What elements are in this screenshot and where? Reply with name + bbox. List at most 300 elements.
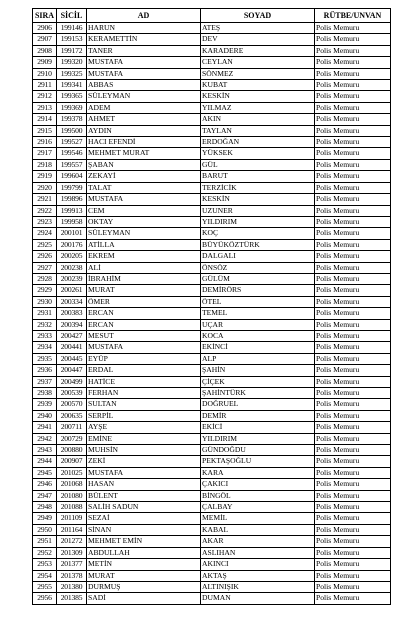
cell-ad: BÜLENT (87, 490, 201, 501)
table-row (33, 125, 391, 136)
cell-sicil: 200729 (57, 433, 87, 444)
table-row (33, 365, 391, 376)
cell-soyad: MEMİL (201, 513, 315, 524)
cell-soyad: TERZİCİK (201, 182, 315, 193)
cell-sira: 2943 (33, 445, 57, 456)
cell-ad: DURMUŞ (87, 581, 201, 592)
table-row (33, 422, 391, 433)
table-row (33, 239, 391, 250)
table-row (33, 524, 391, 535)
cell-rutbe: Polis Memuru (315, 171, 391, 182)
cell-sicil: 200880 (57, 445, 87, 456)
table-row (33, 490, 391, 501)
cell-sira: 2926 (33, 251, 57, 262)
cell-soyad: ASLIHAN (201, 547, 315, 558)
table-row (33, 445, 391, 456)
cell-rutbe: Polis Memuru (315, 216, 391, 227)
table-row (33, 91, 391, 102)
cell-rutbe: Polis Memuru (315, 137, 391, 148)
cell-soyad: ERDOĞAN (201, 137, 315, 148)
table-row (33, 456, 391, 467)
cell-sicil: 199146 (57, 23, 87, 34)
cell-rutbe: Polis Memuru (315, 285, 391, 296)
cell-soyad: AKIN (201, 114, 315, 125)
cell-soyad: ÖTEL (201, 296, 315, 307)
header-row (33, 9, 391, 23)
table-row (33, 57, 391, 68)
cell-sira: 2920 (33, 182, 57, 193)
cell-sicil: 200539 (57, 388, 87, 399)
cell-sicil: 201068 (57, 479, 87, 490)
cell-rutbe: Polis Memuru (315, 68, 391, 79)
header-soyad: SOYAD (201, 9, 315, 23)
cell-sira: 2919 (33, 171, 57, 182)
table-row (33, 137, 391, 148)
cell-soyad: UÇAR (201, 319, 315, 330)
cell-ad: SALİH SADUN (87, 502, 201, 513)
cell-ad: ŞABAN (87, 159, 201, 170)
cell-sira: 2906 (33, 23, 57, 34)
cell-rutbe: Polis Memuru (315, 433, 391, 444)
table-row (33, 376, 391, 387)
cell-rutbe: Polis Memuru (315, 467, 391, 478)
cell-soyad: TEMEL (201, 308, 315, 319)
cell-rutbe: Polis Memuru (315, 57, 391, 68)
cell-rutbe: Polis Memuru (315, 114, 391, 125)
cell-sira: 2953 (33, 559, 57, 570)
cell-ad: CEM (87, 205, 201, 216)
cell-ad: MUSTAFA (87, 194, 201, 205)
cell-ad: EMİNE (87, 433, 201, 444)
cell-ad: ERCAN (87, 308, 201, 319)
cell-rutbe: Polis Memuru (315, 524, 391, 535)
cell-ad: HACI EFENDİ (87, 137, 201, 148)
cell-sicil: 200635 (57, 410, 87, 421)
cell-rutbe: Polis Memuru (315, 125, 391, 136)
cell-sicil: 200427 (57, 330, 87, 341)
cell-soyad: KESKİN (201, 194, 315, 205)
cell-sira: 2929 (33, 285, 57, 296)
cell-sira: 2956 (33, 593, 57, 604)
table-row (33, 570, 391, 581)
cell-ad: MEHMET EMİN (87, 536, 201, 547)
cell-sira: 2908 (33, 45, 57, 56)
cell-rutbe: Polis Memuru (315, 513, 391, 524)
cell-rutbe: Polis Memuru (315, 479, 391, 490)
cell-sicil: 199557 (57, 159, 87, 170)
cell-rutbe: Polis Memuru (315, 34, 391, 45)
cell-ad: ZEKİ (87, 456, 201, 467)
cell-sicil: 199958 (57, 216, 87, 227)
cell-ad: ERDAL (87, 365, 201, 376)
cell-sicil: 200238 (57, 262, 87, 273)
cell-ad: ÖMER (87, 296, 201, 307)
cell-soyad: BÜYÜKÖZTÜRK (201, 239, 315, 250)
cell-ad: MUSTAFA (87, 342, 201, 353)
cell-ad: ABDULLAH (87, 547, 201, 558)
cell-soyad: ÇALBAY (201, 502, 315, 513)
cell-sicil: 200176 (57, 239, 87, 250)
table-row (33, 308, 391, 319)
personnel-table (32, 8, 391, 605)
cell-sicil: 199799 (57, 182, 87, 193)
cell-rutbe: Polis Memuru (315, 308, 391, 319)
cell-ad: HATİCE (87, 376, 201, 387)
cell-soyad: DUMAN (201, 593, 315, 604)
cell-soyad: TAYLAN (201, 125, 315, 136)
cell-sira: 2934 (33, 342, 57, 353)
cell-ad: OKTAY (87, 216, 201, 227)
table-row (33, 330, 391, 341)
cell-soyad: AKINCI (201, 559, 315, 570)
cell-sira: 2923 (33, 216, 57, 227)
cell-ad: SADİ (87, 593, 201, 604)
cell-sicil: 199325 (57, 68, 87, 79)
cell-sira: 2917 (33, 148, 57, 159)
cell-ad: EYÜP (87, 353, 201, 364)
cell-sira: 2954 (33, 570, 57, 581)
cell-sira: 2913 (33, 102, 57, 113)
cell-rutbe: Polis Memuru (315, 205, 391, 216)
table-row (33, 205, 391, 216)
table-row (33, 388, 391, 399)
cell-soyad: KUBAT (201, 80, 315, 91)
cell-rutbe: Polis Memuru (315, 581, 391, 592)
cell-ad: TALAT (87, 182, 201, 193)
cell-rutbe: Polis Memuru (315, 91, 391, 102)
cell-soyad: DALGALI (201, 251, 315, 262)
cell-ad: SEZAİ (87, 513, 201, 524)
cell-soyad: DOĞRUEL (201, 399, 315, 410)
cell-soyad: KESKİN (201, 91, 315, 102)
cell-sicil: 200445 (57, 353, 87, 364)
cell-ad: İBRAHİM (87, 273, 201, 284)
cell-rutbe: Polis Memuru (315, 239, 391, 250)
cell-sicil: 201380 (57, 581, 87, 592)
table-row (33, 502, 391, 513)
table-row (33, 80, 391, 91)
table-row (33, 182, 391, 193)
table-row (33, 285, 391, 296)
cell-rutbe: Polis Memuru (315, 251, 391, 262)
cell-sira: 2950 (33, 524, 57, 535)
header-rutbe: RÜTBE/UNVAN (315, 9, 391, 23)
cell-sicil: 201377 (57, 559, 87, 570)
cell-ad: HARUN (87, 23, 201, 34)
table-row (33, 194, 391, 205)
cell-sira: 2930 (33, 296, 57, 307)
cell-sira: 2942 (33, 433, 57, 444)
cell-sicil: 200383 (57, 308, 87, 319)
cell-ad: FERHAN (87, 388, 201, 399)
cell-sira: 2927 (33, 262, 57, 273)
cell-rutbe: Polis Memuru (315, 445, 391, 456)
header-sira: SIRA (33, 9, 57, 23)
cell-sicil: 199500 (57, 125, 87, 136)
cell-sicil: 201080 (57, 490, 87, 501)
table-row (33, 159, 391, 170)
cell-rutbe: Polis Memuru (315, 410, 391, 421)
cell-sicil: 200261 (57, 285, 87, 296)
cell-soyad: YILDIRIM (201, 433, 315, 444)
cell-sicil: 200334 (57, 296, 87, 307)
cell-rutbe: Polis Memuru (315, 182, 391, 193)
cell-ad: MUHSİN (87, 445, 201, 456)
cell-ad: MUSTAFA (87, 57, 201, 68)
cell-soyad: PEKTAŞOĞLU (201, 456, 315, 467)
cell-rutbe: Polis Memuru (315, 194, 391, 205)
table-row (33, 536, 391, 547)
table-row (33, 399, 391, 410)
cell-sira: 2921 (33, 194, 57, 205)
cell-rutbe: Polis Memuru (315, 228, 391, 239)
cell-sira: 2937 (33, 376, 57, 387)
cell-ad: MUSTAFA (87, 68, 201, 79)
cell-soyad: CEYLAN (201, 57, 315, 68)
cell-ad: HASAN (87, 479, 201, 490)
cell-soyad: ÖNSÖZ (201, 262, 315, 273)
cell-ad: SÜLEYMAN (87, 91, 201, 102)
cell-rutbe: Polis Memuru (315, 102, 391, 113)
cell-ad: EKREM (87, 251, 201, 262)
cell-sira: 2935 (33, 353, 57, 364)
cell-sicil: 201309 (57, 547, 87, 558)
cell-ad: ATİLLA (87, 239, 201, 250)
cell-soyad: BİNGÖL (201, 490, 315, 501)
cell-sicil: 199341 (57, 80, 87, 91)
cell-soyad: GÜNDOĞDU (201, 445, 315, 456)
cell-rutbe: Polis Memuru (315, 456, 391, 467)
cell-soyad: EKİNCİ (201, 342, 315, 353)
cell-ad: SÜLEYMAN (87, 228, 201, 239)
cell-sicil: 199369 (57, 102, 87, 113)
cell-sicil: 200394 (57, 319, 87, 330)
cell-rutbe: Polis Memuru (315, 262, 391, 273)
cell-sira: 2941 (33, 422, 57, 433)
cell-ad: AHMET (87, 114, 201, 125)
cell-soyad: UZUNER (201, 205, 315, 216)
cell-rutbe: Polis Memuru (315, 330, 391, 341)
table-row (33, 23, 391, 34)
cell-sicil: 200570 (57, 399, 87, 410)
table-row (33, 262, 391, 273)
table-row (33, 68, 391, 79)
cell-sira: 2947 (33, 490, 57, 501)
header-sicil: SİCİL (57, 9, 87, 23)
table-row (33, 593, 391, 604)
cell-sicil: 200101 (57, 228, 87, 239)
table-row (33, 216, 391, 227)
table-row (33, 342, 391, 353)
cell-sicil: 201088 (57, 502, 87, 513)
table-row (33, 410, 391, 421)
cell-ad: SERPİL (87, 410, 201, 421)
cell-soyad: DEMİR (201, 410, 315, 421)
cell-rutbe: Polis Memuru (315, 342, 391, 353)
cell-sicil: 199527 (57, 137, 87, 148)
cell-soyad: KOÇ (201, 228, 315, 239)
cell-ad: MESUT (87, 330, 201, 341)
cell-sicil: 201272 (57, 536, 87, 547)
table-row (33, 479, 391, 490)
cell-sira: 2928 (33, 273, 57, 284)
cell-sira: 2914 (33, 114, 57, 125)
cell-sira: 2910 (33, 68, 57, 79)
cell-sicil: 200441 (57, 342, 87, 353)
table-row (33, 273, 391, 284)
cell-sira: 2940 (33, 410, 57, 421)
cell-soyad: GÜLÜM (201, 273, 315, 284)
cell-sicil: 200239 (57, 273, 87, 284)
cell-rutbe: Polis Memuru (315, 547, 391, 558)
cell-ad: ABBAS (87, 80, 201, 91)
table-row (33, 513, 391, 524)
cell-sira: 2922 (33, 205, 57, 216)
cell-rutbe: Polis Memuru (315, 376, 391, 387)
cell-sicil: 201385 (57, 593, 87, 604)
cell-soyad: ÇAKICI (201, 479, 315, 490)
cell-sicil: 199153 (57, 34, 87, 45)
cell-sicil: 199320 (57, 57, 87, 68)
cell-sira: 2909 (33, 57, 57, 68)
cell-rutbe: Polis Memuru (315, 273, 391, 284)
cell-sira: 2925 (33, 239, 57, 250)
cell-soyad: EKİCİ (201, 422, 315, 433)
cell-soyad: ÇİÇEK (201, 376, 315, 387)
cell-sira: 2907 (33, 34, 57, 45)
cell-sicil: 201164 (57, 524, 87, 535)
cell-soyad: YÜKSEK (201, 148, 315, 159)
cell-rutbe: Polis Memuru (315, 593, 391, 604)
cell-sicil: 201109 (57, 513, 87, 524)
table-row (33, 45, 391, 56)
header-ad: AD (87, 9, 201, 23)
table-body (33, 23, 391, 605)
cell-sira: 2945 (33, 467, 57, 478)
cell-soyad: ALP (201, 353, 315, 364)
cell-soyad: DEV (201, 34, 315, 45)
cell-ad: ERCAN (87, 319, 201, 330)
cell-rutbe: Polis Memuru (315, 319, 391, 330)
cell-sicil: 199546 (57, 148, 87, 159)
cell-sira: 2952 (33, 547, 57, 558)
cell-sicil: 200907 (57, 456, 87, 467)
cell-sira: 2916 (33, 137, 57, 148)
cell-sira: 2912 (33, 91, 57, 102)
table-row (33, 559, 391, 570)
table-row (33, 114, 391, 125)
cell-rutbe: Polis Memuru (315, 365, 391, 376)
cell-soyad: ŞAHİNTÜRK (201, 388, 315, 399)
table-row (33, 547, 391, 558)
cell-sicil: 201378 (57, 570, 87, 581)
cell-ad: MUSTAFA (87, 467, 201, 478)
cell-rutbe: Polis Memuru (315, 159, 391, 170)
cell-sicil: 200711 (57, 422, 87, 433)
cell-sira: 2948 (33, 502, 57, 513)
cell-sicil: 199365 (57, 91, 87, 102)
cell-sira: 2915 (33, 125, 57, 136)
table-row (33, 296, 391, 307)
cell-ad: SULTAN (87, 399, 201, 410)
cell-rutbe: Polis Memuru (315, 353, 391, 364)
cell-soyad: KABAL (201, 524, 315, 535)
cell-sicil: 200447 (57, 365, 87, 376)
table-row (33, 171, 391, 182)
cell-sira: 2939 (33, 399, 57, 410)
table-row (33, 148, 391, 159)
cell-sira: 2949 (33, 513, 57, 524)
cell-sicil: 199913 (57, 205, 87, 216)
cell-soyad: AKAR (201, 536, 315, 547)
cell-soyad: KOCA (201, 330, 315, 341)
cell-soyad: ŞAHİN (201, 365, 315, 376)
cell-rutbe: Polis Memuru (315, 45, 391, 56)
cell-ad: ALİ (87, 262, 201, 273)
cell-ad: AYŞE (87, 422, 201, 433)
cell-rutbe: Polis Memuru (315, 490, 391, 501)
cell-rutbe: Polis Memuru (315, 422, 391, 433)
table-row (33, 581, 391, 592)
cell-sicil: 199172 (57, 45, 87, 56)
cell-soyad: ALTINIŞIK (201, 581, 315, 592)
table-row (33, 319, 391, 330)
cell-soyad: ATEŞ (201, 23, 315, 34)
cell-sira: 2946 (33, 479, 57, 490)
cell-sira: 2924 (33, 228, 57, 239)
cell-sira: 2944 (33, 456, 57, 467)
cell-rutbe: Polis Memuru (315, 80, 391, 91)
cell-ad: ADEM (87, 102, 201, 113)
cell-rutbe: Polis Memuru (315, 296, 391, 307)
cell-ad: ZEKAYİ (87, 171, 201, 182)
cell-sira: 2931 (33, 308, 57, 319)
cell-rutbe: Polis Memuru (315, 536, 391, 547)
cell-soyad: DEMİRÖRS (201, 285, 315, 296)
cell-sicil: 200205 (57, 251, 87, 262)
table-row (33, 34, 391, 45)
cell-rutbe: Polis Memuru (315, 502, 391, 513)
cell-sira: 2932 (33, 319, 57, 330)
cell-rutbe: Polis Memuru (315, 148, 391, 159)
cell-rutbe: Polis Memuru (315, 399, 391, 410)
cell-soyad: GÜL (201, 159, 315, 170)
cell-soyad: YILDIRIM (201, 216, 315, 227)
cell-soyad: KARA (201, 467, 315, 478)
cell-ad: TANER (87, 45, 201, 56)
cell-sicil: 199896 (57, 194, 87, 205)
cell-sira: 2936 (33, 365, 57, 376)
cell-rutbe: Polis Memuru (315, 23, 391, 34)
table-row (33, 433, 391, 444)
cell-soyad: KARADERE (201, 45, 315, 56)
cell-ad: KERAMETTİN (87, 34, 201, 45)
cell-ad: METİN (87, 559, 201, 570)
cell-soyad: YILMAZ (201, 102, 315, 113)
table-row (33, 102, 391, 113)
cell-ad: MURAT (87, 570, 201, 581)
cell-sicil: 200499 (57, 376, 87, 387)
table-row (33, 251, 391, 262)
cell-sira: 2911 (33, 80, 57, 91)
cell-sicil: 199604 (57, 171, 87, 182)
cell-ad: MURAT (87, 285, 201, 296)
cell-sicil: 199378 (57, 114, 87, 125)
cell-ad: AYDIN (87, 125, 201, 136)
cell-sira: 2933 (33, 330, 57, 341)
cell-soyad: SÖNMEZ (201, 68, 315, 79)
document-page (32, 8, 390, 605)
